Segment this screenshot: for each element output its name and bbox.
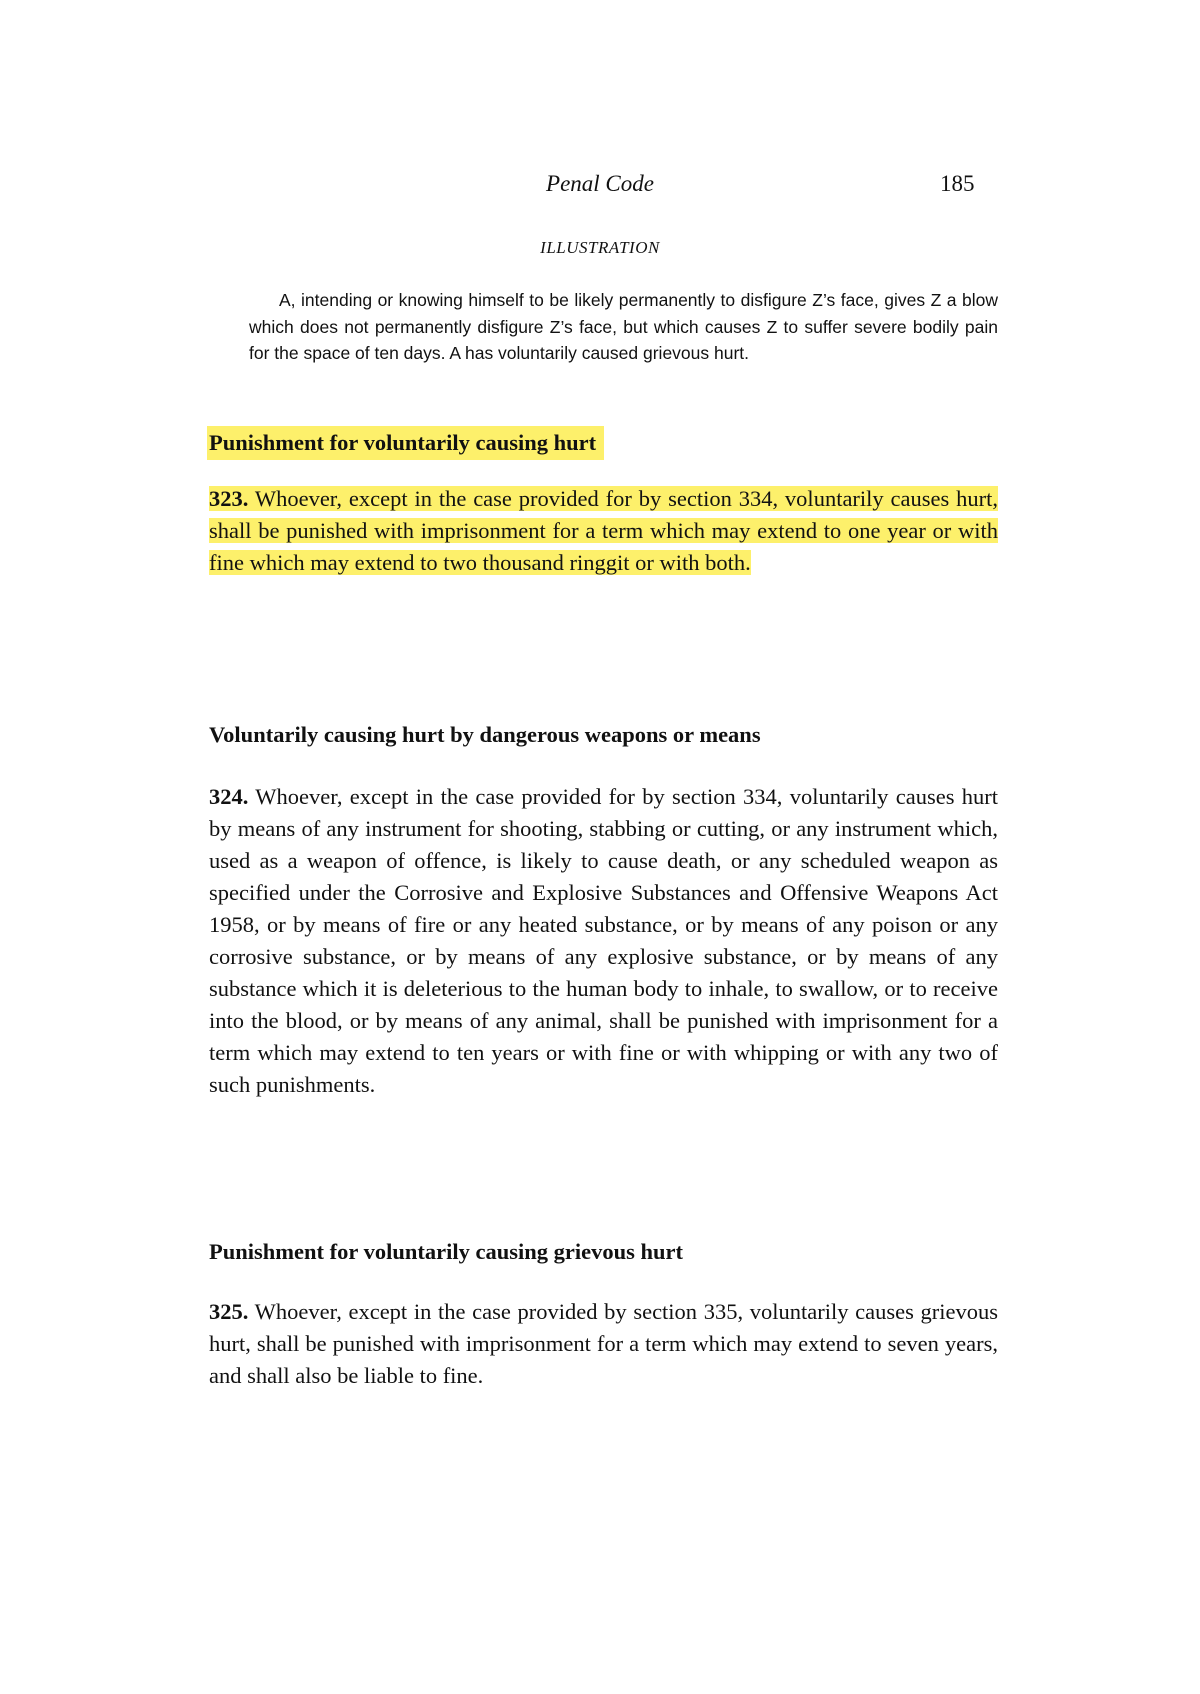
section-325 [209, 1237, 998, 1267]
section-325-body [209, 1296, 998, 1392]
page-number: 185 [940, 171, 975, 196]
section-text-323 [209, 483, 998, 579]
section-body-324: Whoever, except in the case provided for by section 334, voluntarily causes hurt by means of any instrument for shooting, stabbing or cutting, or any instrument which, used as a weapon of offence, is likely to cause death, or any scheduled weapon as specified under the Corrosive and Explosive Substances and Offensive Weapons Act 1958, or by means of fire or any heated substance, or by means of any poison or any corrosive substance, or by means of any explosive substance, or by means of any substance which it is deleterious to the human body to inhale, to swallow, or to receive into the blood, or by means of any animal, shall be punished with imprisonment for a term which may extend to ten years or with fine or with whipping or with any two of such punishments. [209, 784, 999, 1097]
section-number-324: 324. [209, 784, 249, 809]
section-body-325: Whoever, except in the case provided by section 335, voluntarily causes grievous hurt, shall be punished with imprisonment for a term which may extend to seven years, and shall also be liable to fine. [209, 1299, 999, 1388]
running-title: Penal Code [546, 171, 654, 196]
illustration-text: A, intending or knowing himself to be likely permanently to disfigure Z’s face, gives Z a blow which does not permanently disfigure Z’s face, but which causes Z to suffer severe bodily pain for the space of ten days. A has voluntarily caused grievous hurt. [249, 290, 998, 363]
section-text-325 [209, 1296, 998, 1392]
section-number-325: 325. [209, 1299, 249, 1324]
section-324 [209, 720, 998, 750]
illustration-heading: ILLUSTRATION [540, 238, 660, 257]
section-323-body [209, 483, 998, 579]
section-heading-324: Voluntarily causing hurt by dangerous weapons or means [209, 722, 761, 747]
illustration-text-block [249, 287, 998, 367]
section-number-323: 323. [209, 486, 249, 511]
section-heading-325: Punishment for voluntarily causing grievous hurt [209, 1239, 684, 1264]
section-body-323: Whoever, except in the case provided for by section 334, voluntarily causes hurt, shall be punished with imprisonment for a term which may extend to one year or with fine which may extend to two thousand ringgit or with both. [209, 486, 998, 575]
section-text-324 [209, 781, 998, 1101]
section-heading-323: Punishment for voluntarily causing hurt [207, 426, 604, 460]
section-323 [209, 426, 998, 460]
section-324-body [209, 781, 998, 1101]
